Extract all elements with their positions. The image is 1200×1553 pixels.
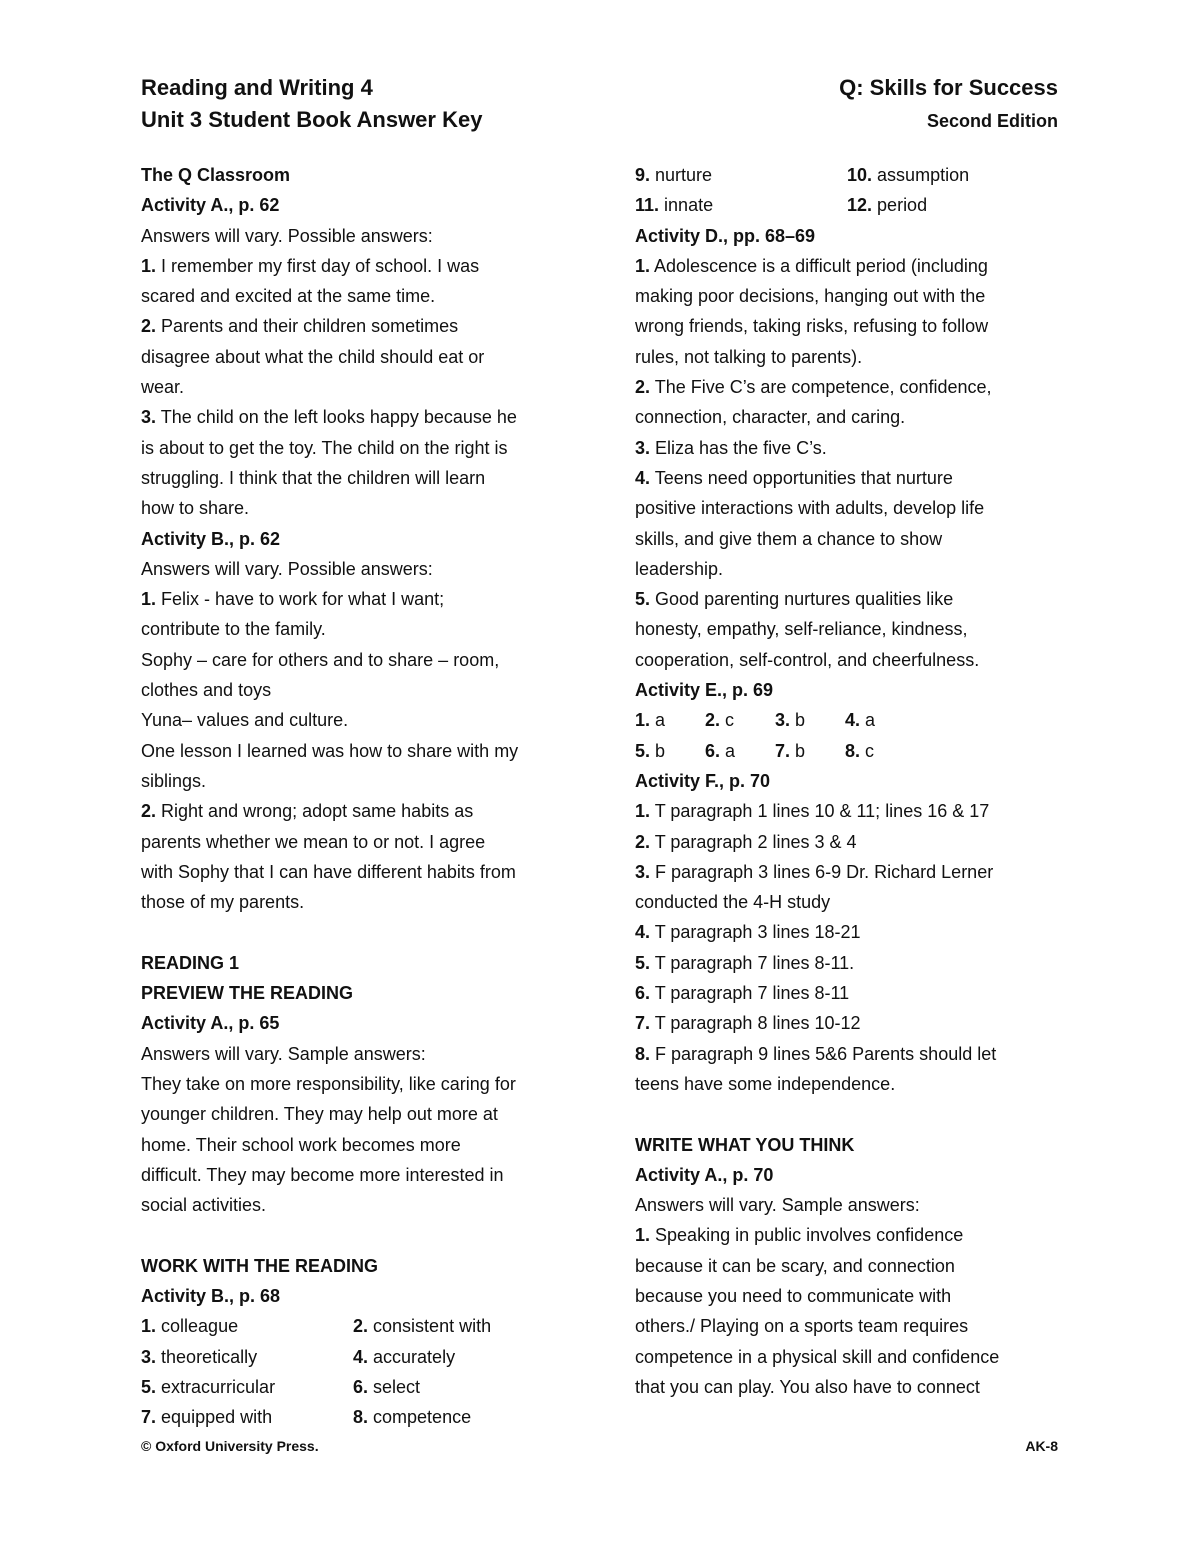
answer-line: social activities. xyxy=(141,1195,267,1216)
activity-heading: Activity A., p. 70 xyxy=(635,1164,774,1185)
vocab-answer: 10. assumption xyxy=(847,165,970,185)
answer-line: wear. xyxy=(141,377,185,398)
item-number: 5. xyxy=(635,952,651,973)
answer-line: 6. T paragraph 7 lines 8-11 xyxy=(635,983,850,1004)
copyright-footer: © Oxford University Press. xyxy=(141,1438,319,1454)
answer-intro: Answers will vary. Sample answers: xyxy=(635,1195,920,1216)
answer-line: They take on more responsibility, like caring for xyxy=(141,1073,516,1094)
answer-intro: Answers will vary. Possible answers: xyxy=(141,225,433,246)
header-left xyxy=(141,72,482,136)
answer-line: home. Their school work becomes more xyxy=(141,1134,461,1155)
activity-heading: Activity A., p. 65 xyxy=(141,1013,280,1034)
activity-heading: Activity A., p. 62 xyxy=(141,195,280,216)
answer-line: parents whether we mean to or not. I agree xyxy=(141,831,486,852)
answer-line: wrong friends, taking risks, refusing to follow xyxy=(635,316,989,337)
answer-line: 1. I remember my first day of school. I was xyxy=(141,255,480,276)
unit-title: Unit 3 Student Book Answer Key xyxy=(141,107,483,132)
vocab-answer: 4. accurately xyxy=(353,1346,456,1367)
vocab-answer: 7. equipped with xyxy=(141,1407,273,1428)
answer-line: difficult. They may become more interested in xyxy=(141,1164,504,1185)
answer-line: 8. F paragraph 9 lines 5&6 Parents should let xyxy=(635,1043,997,1064)
right-column xyxy=(635,160,1065,1402)
page-number: AK-8 xyxy=(1025,1438,1058,1454)
spacer xyxy=(141,1220,571,1250)
answer-line: 1. Adolescence is a difficult period (including xyxy=(635,255,988,276)
answer-line: Yuna– values and culture. xyxy=(141,710,349,731)
answer-line: because it can be scary, and connection xyxy=(635,1255,955,1276)
answer-line: skills, and give them a chance to show xyxy=(635,528,943,549)
answer-line: positive interactions with adults, develop life xyxy=(635,498,985,519)
answer-line: making poor decisions, hanging out with the xyxy=(635,286,986,307)
header-right xyxy=(839,72,1058,137)
answer-line: clothes and toys xyxy=(141,680,272,701)
answer-line: 2. Right and wrong; adopt same habits as xyxy=(141,801,474,822)
answer-line: because you need to communicate with xyxy=(635,1285,952,1306)
answer-line: is about to get the toy. The child on the right is xyxy=(141,437,508,458)
answer-line: contribute to the family. xyxy=(141,619,326,640)
vocab-answers-grid-continued xyxy=(635,160,1065,221)
activity-heading: Activity B., p. 68 xyxy=(141,1285,281,1306)
item-number: 4. xyxy=(635,467,651,488)
answer-line: rules, not talking to parents). xyxy=(635,346,863,367)
item-number: 3. xyxy=(141,407,157,428)
vocab-answer: 12. period xyxy=(847,195,928,216)
vocab-answer: 1. colleague xyxy=(141,1316,239,1337)
vocab-answer: 5. extracurricular xyxy=(141,1376,276,1397)
choice-answer: 2. c xyxy=(705,710,735,731)
answer-line: others./ Playing on a sports team requires xyxy=(635,1316,969,1337)
section-subheading: PREVIEW THE READING xyxy=(141,983,354,1004)
answer-line: disagree about what the child should eat or xyxy=(141,346,485,367)
answer-line: younger children. They may help out more at xyxy=(141,1104,498,1125)
answer-line: 7. T paragraph 8 lines 10-12 xyxy=(635,1013,861,1034)
book-title: Reading and Writing 4 xyxy=(141,75,373,100)
answer-line: 3. F paragraph 3 lines 6-9 Dr. Richard Lerner xyxy=(635,861,994,882)
choice-answer: 8. c xyxy=(845,740,875,761)
vocab-answer: 8. competence xyxy=(353,1407,472,1428)
answer-line: with Sophy that I can have different habits from xyxy=(141,861,516,882)
choice-answer: 3. b xyxy=(775,710,806,731)
choice-answer: 5. b xyxy=(635,740,666,761)
vocab-answer: 9. nurture xyxy=(635,165,713,185)
item-number: 2. xyxy=(635,377,651,398)
answer-line: 4. Teens need opportunities that nurture xyxy=(635,467,953,488)
answer-line: struggling. I think that the children will learn xyxy=(141,467,486,488)
item-number: 4. xyxy=(635,922,651,943)
item-number: 1. xyxy=(635,1225,651,1246)
activity-heading: Activity F., p. 70 xyxy=(635,770,771,791)
answer-line: teens have some independence. xyxy=(635,1073,896,1094)
answer-line: 2. The Five C’s are competence, confidence, xyxy=(635,377,992,398)
answer-line: conducted the 4-H study xyxy=(635,892,831,913)
answer-line: 3. The child on the left looks happy because he xyxy=(141,407,517,428)
spacer xyxy=(635,1099,1065,1129)
item-number: 2. xyxy=(141,316,157,337)
answer-line: honesty, empathy, self-reliance, kindness, xyxy=(635,619,968,640)
answer-line: Sophy – care for others and to share – room, xyxy=(141,649,500,670)
answer-intro: Answers will vary. Sample answers: xyxy=(141,1043,426,1064)
answer-line: how to share. xyxy=(141,498,250,519)
vocab-answer: 2. consistent with xyxy=(353,1316,492,1337)
item-number: 7. xyxy=(635,1013,651,1034)
choice-answer: 1. a xyxy=(635,710,666,731)
item-number: 2. xyxy=(635,831,651,852)
answer-line: 5. Good parenting nurtures qualities like xyxy=(635,589,954,610)
answer-intro: Answers will vary. Possible answers: xyxy=(141,558,433,579)
item-number: 3. xyxy=(635,861,651,882)
answer-line: 5. T paragraph 7 lines 8-11. xyxy=(635,952,855,973)
item-number: 1. xyxy=(635,255,651,276)
edition-label: Second Edition xyxy=(926,111,1058,131)
section-subheading: WORK WITH THE READING xyxy=(141,1255,378,1276)
answer-line: 1. T paragraph 1 lines 10 & 11; lines 16 & 17 xyxy=(635,801,990,822)
series-title: Q: Skills for Success xyxy=(839,75,1058,100)
choice-answer: 7. b xyxy=(775,740,806,761)
answer-line: One lesson I learned was how to share with my xyxy=(141,740,519,761)
item-number: 8. xyxy=(635,1043,651,1064)
choice-answer: 4. a xyxy=(845,710,876,731)
answer-line: those of my parents. xyxy=(141,892,305,913)
left-column xyxy=(141,160,571,1432)
section-subheading: WRITE WHAT YOU THINK xyxy=(635,1134,855,1155)
item-number: 1. xyxy=(141,255,157,276)
answer-line: siblings. xyxy=(141,770,207,791)
answer-line: cooperation, self-control, and cheerfulness. xyxy=(635,649,980,670)
section-heading: READING 1 xyxy=(141,952,240,973)
answer-line: 2. Parents and their children sometimes xyxy=(141,316,459,337)
answer-line: 2. T paragraph 2 lines 3 & 4 xyxy=(635,831,857,852)
answer-line: that you can play. You also have to connect xyxy=(635,1376,980,1397)
answer-line: 4. T paragraph 3 lines 18-21 xyxy=(635,922,861,943)
activity-heading: Activity D., pp. 68–69 xyxy=(635,225,816,246)
item-number: 5. xyxy=(635,589,651,610)
vocab-answer: 11. innate xyxy=(635,195,714,216)
item-number: 6. xyxy=(635,983,651,1004)
activity-heading: Activity E., p. 69 xyxy=(635,680,774,701)
vocab-answer: 6. select xyxy=(353,1376,421,1397)
vocab-answers-grid xyxy=(141,1311,571,1432)
vocab-answer: 3. theoretically xyxy=(141,1346,258,1367)
choice-answer: 6. a xyxy=(705,740,736,761)
answer-line: 1. Speaking in public involves confidence xyxy=(635,1225,964,1246)
answer-line: 3. Eliza has the five C’s. xyxy=(635,437,827,458)
multiple-choice-grid xyxy=(635,705,1065,766)
answer-line: competence in a physical skill and confidence xyxy=(635,1346,1000,1367)
spacer xyxy=(141,917,571,947)
activity-heading: Activity B., p. 62 xyxy=(141,528,281,549)
answer-line: scared and excited at the same time. xyxy=(141,286,436,307)
answer-line: leadership. xyxy=(635,558,724,579)
item-number: 2. xyxy=(141,801,157,822)
item-number: 3. xyxy=(635,437,651,458)
item-number: 1. xyxy=(635,801,651,822)
answer-line: 1. Felix - have to work for what I want; xyxy=(141,589,445,610)
answer-line: connection, character, and caring. xyxy=(635,407,906,428)
item-number: 1. xyxy=(141,589,157,610)
section-heading: The Q Classroom xyxy=(141,165,291,185)
